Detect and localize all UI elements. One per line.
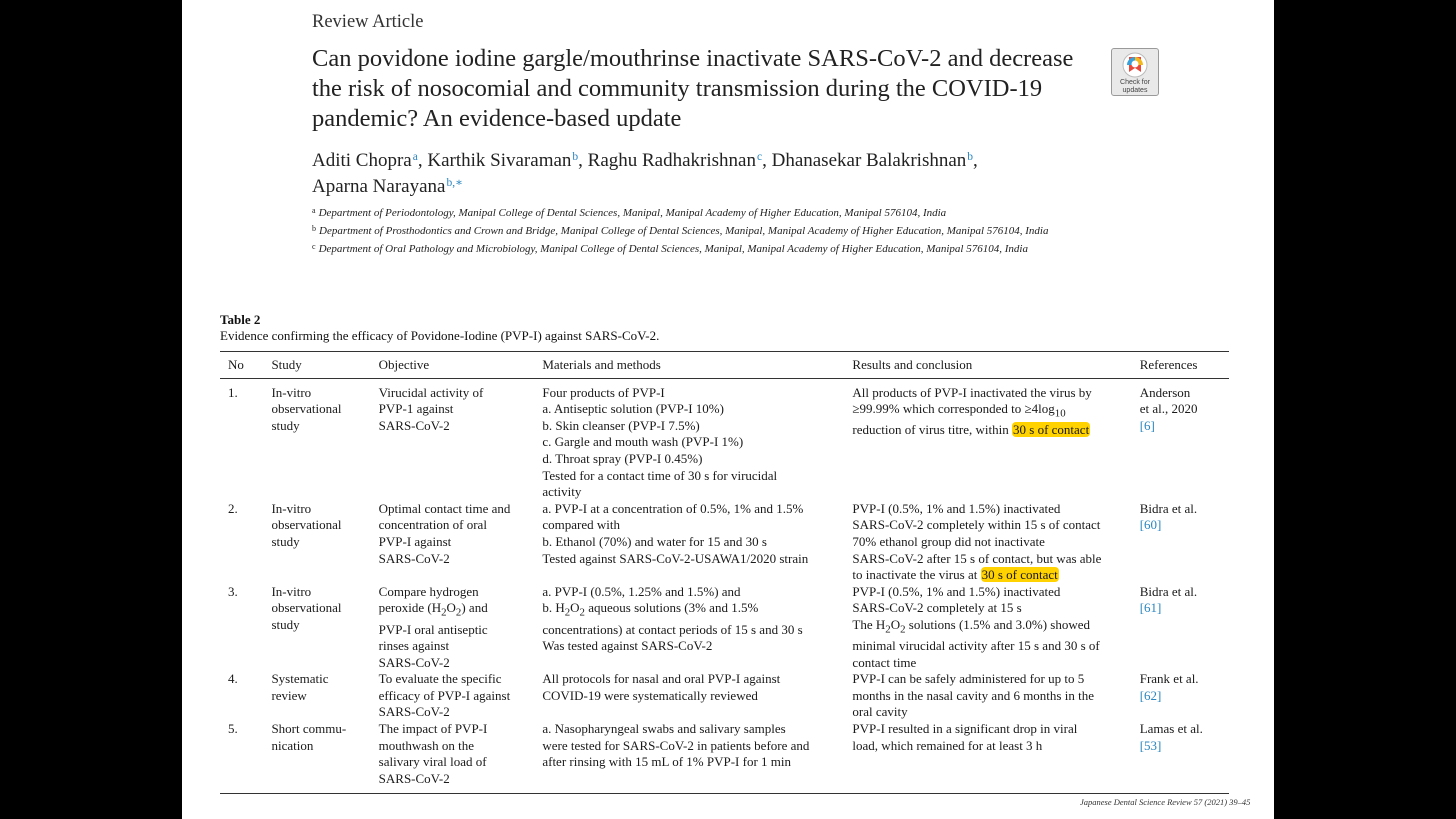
- table-caption-text: Evidence confirming the efficacy of Povidone-Iodine (PVP-I) against SARS-CoV-2.: [220, 328, 660, 343]
- highlighted-text: 30 s of contact: [1013, 422, 1090, 438]
- author-name: Karthik Sivaraman: [427, 150, 572, 171]
- cell-study: In-vitro observational study: [271, 583, 342, 632]
- cell-methods: Four products of PVP-I a. Antiseptic solution (PVP-I 10%) b. Skin cleanser (PVP-I 7.5%) c. Gargle and mouth wash (PVP-I 1%) d. Throat spray (PVP-I 0.45%) Tested for a contact time of 30 s for virucidal activity: [542, 384, 778, 500]
- author-name: Aparna Narayana: [312, 176, 446, 197]
- cell-results: All products of PVP-I inactivated the virus by ≥99.99% which corresponded to $\ge 4\log_{10}$ reduction of virus titre, within 30 s of contact: [852, 384, 1092, 438]
- cell-methods: All protocols for nasal and oral PVP-I against COVID-19 were systematically reviewed: [542, 671, 781, 703]
- document-page: [182, 0, 1274, 819]
- cell-objective: The impact of PVP-I mouthwash on the salivary viral load of SARS-CoV-2: [375, 721, 539, 794]
- cell-results: PVP-I resulted in a significant drop in viral load, which remained for at least 3 h: [848, 721, 1135, 794]
- cell-study: Short commu- nication: [267, 721, 374, 794]
- cell-no: 1.: [228, 384, 238, 400]
- cell-reference: Bidra et al. [60]: [1139, 500, 1198, 533]
- affiliations: [312, 203, 1082, 257]
- reference-link[interactable]: [53]: [1139, 737, 1162, 753]
- check-for-updates-badge[interactable]: [1111, 48, 1159, 96]
- cell-results: PVP-I can be safely administered for up to 5 months in the nasal cavity and 6 months in the oral cavity: [852, 671, 1094, 720]
- cell-methods: a. PVP-I at a concentration of 0.5%, 1% and 1.5% compared with b. Ethanol (70%) and water for 15 and 30 s Tested against SARS-CoV-2-USAWA1/2020 strain: [542, 500, 809, 566]
- journal-footer: Japanese Dental Science Review 57 (2021) 39–45: [1080, 797, 1251, 807]
- author-list: Aditi Chopra$^a$, Karthik Sivaraman$^b$, Raghu Radhakrishnan$^c$, Dhanasekar Balakrishnan$^b$, Aparna Narayana$^{b,∗}$: [312, 150, 978, 197]
- author-affiliation-link[interactable]: c: [756, 151, 763, 163]
- cell-no: 4.: [228, 671, 238, 687]
- cell-methods: a. Nasopharyngeal swabs and salivary samples were tested for SARS-CoV-2 in patients before and after rinsing with 15 mL of 1% PVP-I for 1 min: [538, 721, 848, 794]
- cell-objective: Compare hydrogen peroxide $(H_2O_2)$ and PVP-I oral antiseptic rinses against SARS-CoV-2: [378, 583, 488, 670]
- table-row: [220, 584, 1229, 672]
- reference-link[interactable]: [61]: [1139, 600, 1162, 616]
- cell-reference: Frank et al. [62]: [1139, 671, 1199, 703]
- header-results: Results and conclusion: [848, 352, 1135, 379]
- cell-results: PVP-I (0.5%, 1% and 1.5%) inactivated SARS-CoV-2 completely at 15 s The $H_2O_2$ solutions (1.5% and 3.0%) showed minimal virucidal activity after 15 s and 30 s of contact time: [852, 583, 1100, 670]
- table-header-row: [220, 352, 1229, 379]
- cell-study: Systematic review: [271, 671, 329, 703]
- crossmark-icon: [1122, 52, 1148, 78]
- table-caption: [220, 312, 659, 344]
- evidence-table: [220, 351, 1229, 794]
- cell-reference: Bidra et al. [61]: [1139, 583, 1198, 616]
- table-row: [220, 721, 1229, 794]
- cell-reference: Anderson et al., 2020 [6]: [1139, 384, 1198, 433]
- header-references: References: [1136, 352, 1229, 379]
- cell-no: 3.: [228, 583, 238, 599]
- cell-no: 5.: [220, 721, 267, 794]
- cell-reference: Lamas et al. [53]: [1136, 721, 1229, 794]
- cell-methods: a. PVP-I (0.5%, 1.25% and 1.5%) and b. $H_2O_2$ aqueous solutions (3% and 1.5% concentrations) at contact periods of 15 s and 30 s Was tested against SARS-CoV-2: [542, 583, 803, 654]
- affiliation-item: $^a$ Department of Periodontology, Manipal College of Dental Sciences, Manipal, Manipal Academy of Higher Education, Manipal 576104, India: [312, 206, 947, 219]
- reference-link[interactable]: [62]: [1139, 687, 1162, 703]
- author-affiliation-link[interactable]: b: [572, 151, 579, 163]
- header-study: Study: [267, 352, 374, 379]
- author-name: Raghu Radhakrishnan: [587, 150, 756, 171]
- author-affiliation-link[interactable]: a: [412, 151, 418, 163]
- affiliation-item: $^c$ Department of Oral Pathology and Microbiology, Manipal College of Dental Sciences, Manipal, Manipal Academy of Higher Education, Manipal 576104, India: [312, 242, 1028, 255]
- cell-objective: Optimal contact time and concentration of oral PVP-I against SARS-CoV-2: [378, 500, 511, 566]
- cell-study: In-vitro observational study: [271, 384, 342, 433]
- cell-objective: Virucidal activity of PVP-1 against SARS-CoV-2: [378, 384, 484, 433]
- author-name: Dhanasekar Balakrishnan: [771, 150, 967, 171]
- reference-link[interactable]: [60]: [1139, 517, 1162, 533]
- reference-link[interactable]: [6]: [1139, 417, 1155, 433]
- article-type: Review Article: [312, 12, 424, 32]
- cell-objective: To evaluate the specific efficacy of PVP-I against SARS-CoV-2: [378, 671, 511, 720]
- header-objective: Objective: [375, 352, 539, 379]
- cell-results: PVP-I (0.5%, 1% and 1.5%) inactivated SARS-CoV-2 completely within 15 s of contact 70% ethanol group did not inactivate SARS-CoV-2 after 15 s of contact, but was able to inactivate the virus at 30 s of contact: [852, 500, 1102, 583]
- affiliation-item: $^b$ Department of Prosthodontics and Crown and Bridge, Manipal College of Dental Sciences, Manipal, Manipal Academy of Higher Education, Manipal 576104, India: [312, 224, 1049, 237]
- badge-line-1: Check for: [1120, 79, 1150, 86]
- badge-line-2: updates: [1122, 87, 1148, 94]
- highlighted-text: 30 s of contact: [981, 567, 1058, 583]
- article-title: Can povidone iodine gargle/mouthrinse inactivate SARS-CoV-2 and decrease the risk of nosocomial and community transmission during the COVID-19 pandemic? An evidence-based update: [312, 45, 1074, 132]
- author-affiliation-link[interactable]: b: [967, 151, 974, 163]
- table-row: [220, 671, 1229, 721]
- header-methods: Materials and methods: [538, 352, 848, 379]
- table-row: [220, 378, 1229, 501]
- author-affiliation-link[interactable]: b,∗: [446, 177, 463, 189]
- cell-no: 2.: [228, 500, 238, 516]
- table-row: [220, 501, 1229, 584]
- header-no: No: [220, 352, 267, 379]
- author-name: Aditi Chopra: [312, 150, 412, 171]
- table-number: Table 2: [220, 312, 261, 327]
- cell-study: In-vitro observational study: [271, 500, 342, 549]
